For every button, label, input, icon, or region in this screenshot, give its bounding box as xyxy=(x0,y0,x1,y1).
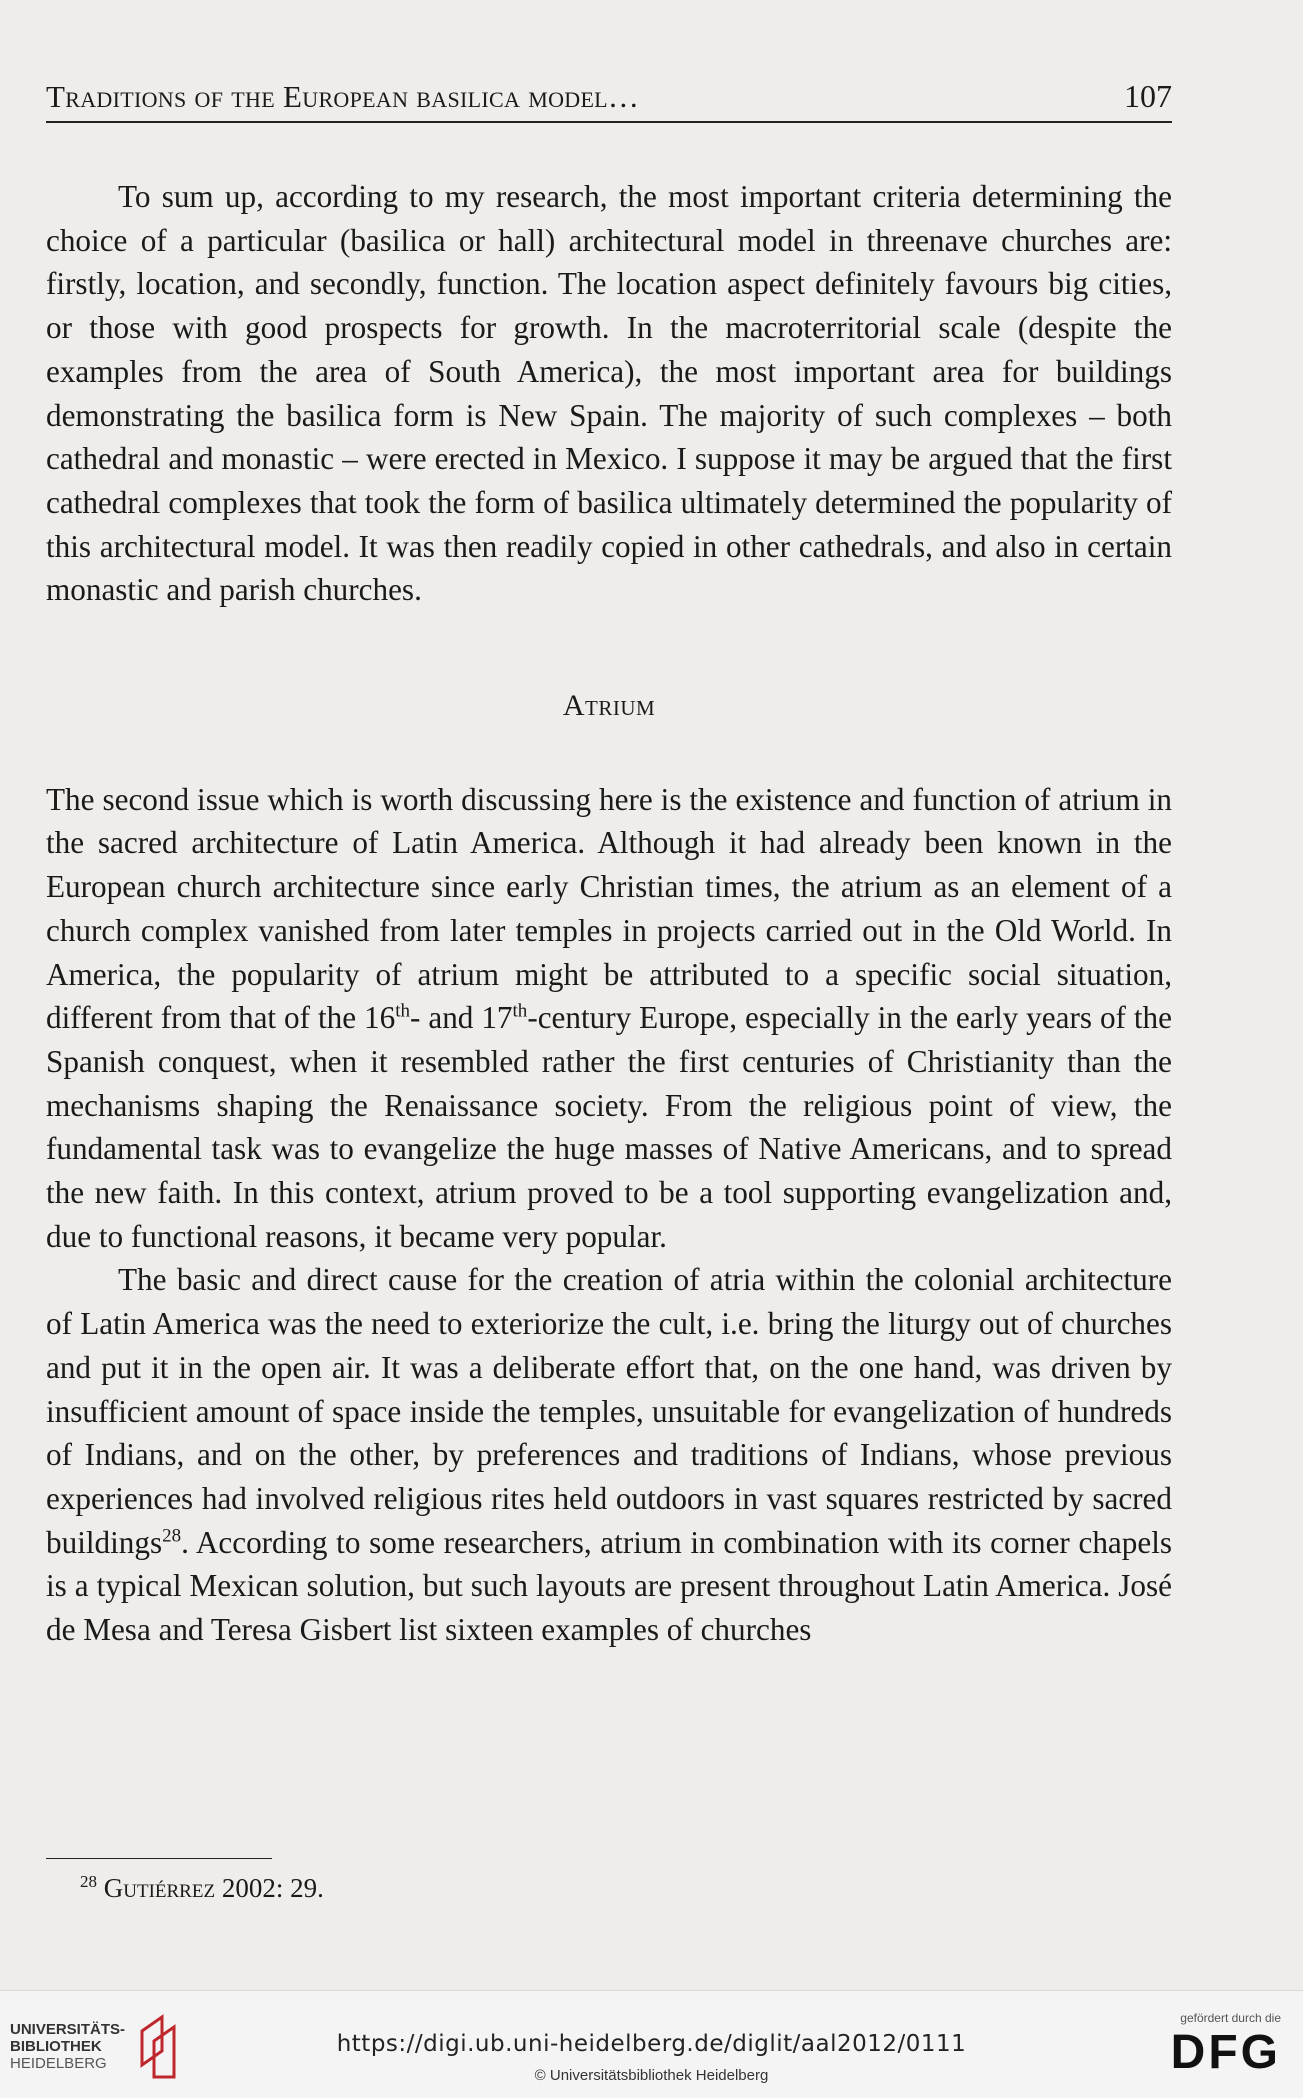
section-heading-atrium: Atrium xyxy=(562,689,656,723)
paragraph-text: The second issue which is worth discussing here is the existence and function of atrium in the sacred architecture of Latin America. Although it had already been known in the European church architecture since early Christian times, the atrium as an element of a church complex vanished from later temples in projects carried out in the Old World. In America, the popularity of atrium might be attributed to a specific social situation, different from that of the 16 xyxy=(46,781,1172,1036)
paragraph-summary: To sum up, according to my research, the most important criteria determining the choice of a particular (basilica or hall) architectural model in threenave churches are: firstly, location, and secondly, function. The location aspect definitely favours big cities, or those with good prospects for growth. In the macroterritorial scale (despite the examples from the area of South America), the most important area for buildings demonstrating the basilica form is New Spain. The majority of such complexes – both cathedral and monastic – were erected in Mexico. I suppose it may be argued that the first cathedral complexes that took the form of basilica ultimately determined the popularity of this architectural model. It was then readily copied in other cathedrals, and also in certain monastic and parish churches. xyxy=(46,179,1172,608)
footnote-divider xyxy=(46,1858,272,1859)
paragraph-text: . According to some researchers, atrium in combination with its corner chapels is a typical Mexican solution, but such layouts are present throughout Latin America. José de Mesa and Teresa Gisbert list sixteen examples of churches xyxy=(46,1524,1172,1648)
footnote-number: 28 xyxy=(80,1872,97,1891)
running-title: Traditions of the European basilica model… xyxy=(46,79,640,114)
library-name-line: UNIVERSITÄTS- xyxy=(10,2021,126,2038)
ordinal-superscript: th xyxy=(395,1000,411,1022)
paragraph-atrium-intro xyxy=(46,778,1172,1259)
page-number: 107 xyxy=(1124,78,1172,114)
running-head xyxy=(46,78,1172,123)
ordinal-superscript: th xyxy=(512,1000,528,1022)
funded-by-label: gefördert durch die xyxy=(1180,2011,1281,2025)
footnote-citation: 2002: 29. xyxy=(215,1873,324,1903)
paragraph-text: -century Europe, especially in the early years of the Spanish conquest, when it resembled rather the first centuries of Christianity than the mechanisms shaping the Renaissance society. From the religious point of view, the fundamental task was to evangelize the huge masses of Native Americans, and to spread the new faith. In this context, atrium proved to be a tool supporting evangelization and, due to functional reasons, it became very popular. xyxy=(46,1000,1172,1254)
paragraph-atrium-cause xyxy=(46,1258,1172,1651)
library-name-line: HEIDELBERG xyxy=(10,2055,107,2072)
footnote-reference[interactable]: 28 xyxy=(162,1525,182,1547)
permalink-url[interactable]: https://digi.ub.uni-heidelberg.de/diglit/aal2012/0111 xyxy=(336,2031,967,2057)
paragraph-text: - and 17 xyxy=(410,1000,513,1036)
library-name-line: BIBLIOTHEK xyxy=(10,2038,102,2055)
footnote-28 xyxy=(80,1872,324,1904)
dfg-logo[interactable]: DFG xyxy=(1170,2026,1281,2079)
footnote-author: Gutiérrez xyxy=(103,1873,216,1903)
copyright-notice: © Universitätsbibliothek Heidelberg xyxy=(534,2067,769,2084)
body-text xyxy=(46,175,1172,1652)
viewer-footer xyxy=(0,1990,1303,2098)
paragraph-text: The basic and direct cause for the creation of atria within the colonial architecture of Latin America was the need to exteriorize the cult, i.e. bring the liturgy out of churches and put it in the open air. It was a deliberate effort that, on the one hand, was driven by insufficient amount of space inside the temples, unsuitable for evangelization of hundreds of Indians, and on the other, by preferences and traditions of Indians, whose previous experiences had involved religious rites held outdoors in vast squares restricted by sacred buildings xyxy=(46,1262,1172,1560)
